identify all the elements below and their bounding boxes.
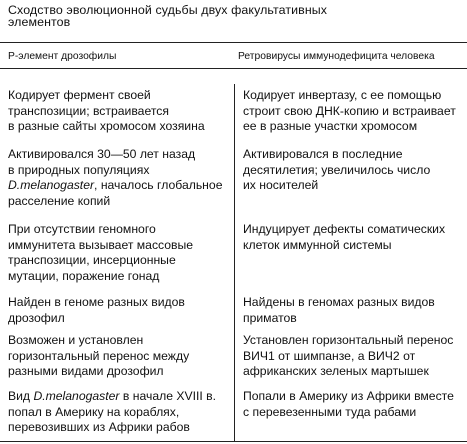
row-3-right-cell — [243, 222, 465, 253]
row-3-left-line-4: мутации, поражение гонад — [8, 268, 160, 283]
title-line-1: Сходство эволюционной судьбы двух факультативных — [8, 3, 328, 17]
row-1-right-line-1: Кодирует инвертазу, с ее помощью — [243, 88, 442, 102]
row-1-left-line-3: в разные сайты хромосом хозяина — [8, 119, 205, 133]
row-3-left-line-1: При отсутствии геномного — [8, 222, 156, 236]
row-2-right-cell — [243, 147, 465, 194]
row-6-left-line-1 — [8, 389, 230, 405]
row-5-right-line-2: ВИЧ1 от шимпанзе, а ВИЧ2 от — [243, 348, 416, 363]
row-5-left-line-2: горизонтальный перенос между — [8, 348, 190, 363]
column-header-retroviruses: Ретровирусы иммунодефицита человека — [238, 51, 435, 62]
row-3-left-line-3: транспозиции, инсерционные — [8, 253, 176, 267]
row-1-left-line-2: транспозиции; встраивается — [8, 103, 169, 118]
row-3-left-line-2: иммунитета вызывает массовые — [8, 237, 194, 252]
row-6-left-line-2: попал в Америку на кораблях, — [8, 404, 180, 419]
row-6-left-line-1-rest: в начале XVIII в. — [119, 389, 217, 403]
row-3-right-line-2: клеток иммунной системы — [243, 237, 392, 252]
row-4-right-line-1: Найдены в геномах разных видов — [243, 295, 435, 309]
column-divider — [234, 84, 235, 441]
header-rule — [0, 68, 467, 69]
row-1-right-line-3: ее в разные участки хромосом — [243, 119, 418, 133]
row-2-left-line-2: в природных популяциях — [8, 162, 150, 177]
species-name: D.melanogaster — [8, 178, 95, 192]
row-2-left-line-4: расселение копий — [8, 193, 111, 208]
row-5-left-line-1: Возможен и установлен — [8, 333, 144, 347]
row-4-right-line-2: приматов — [243, 310, 297, 325]
column-header-p-element: Р-элемент дрозофилы — [8, 51, 117, 62]
row-1-right-cell — [243, 88, 465, 135]
row-5-left-line-3: разными видами дрозофил — [8, 364, 164, 378]
row-4-right-cell — [243, 295, 465, 326]
row-4-left-line-2: дрозофил — [8, 310, 65, 325]
row-5-right-line-3: африканских зеленых мартышек — [243, 364, 429, 378]
row-1-right-line-2: строит свою ДНК-копию и встраивает — [243, 103, 456, 118]
row-2-right-line-3: их носителей — [243, 178, 319, 192]
row-2-left-line-1: Активировался 30—50 лет назад — [8, 147, 196, 161]
species-name: D.melanogaster — [33, 389, 120, 403]
row-2-right-line-1: Активировался в последние — [243, 147, 403, 161]
row-5-left-cell — [8, 333, 230, 380]
row-3-right-line-1: Индуцирует дефекты соматических — [243, 222, 446, 236]
row-2-right-line-2: десятилетия; увеличилось число — [243, 162, 431, 177]
row-6-left-cell — [8, 389, 230, 436]
row-2-left-line-3 — [8, 178, 230, 194]
row-6-right-line-2: с перевезенными туда рабами — [243, 404, 417, 419]
table-title — [8, 4, 448, 28]
title-line-2: элементов — [8, 15, 71, 29]
top-rule — [0, 42, 467, 43]
row-5-right-line-1: Установлен горизонтальный перенос — [243, 333, 454, 347]
row-3-left-cell — [8, 222, 230, 284]
row-6-left-line-1-pre: Вид — [8, 389, 34, 403]
row-6-right-cell — [243, 389, 465, 420]
row-1-left-cell — [8, 88, 230, 135]
row-6-right-line-1: Попали в Америку из Африки вместе — [243, 389, 454, 403]
row-1-left-line-1: Кодирует фермент своей — [8, 88, 151, 102]
row-4-left-cell — [8, 295, 230, 326]
bottom-rule — [0, 441, 467, 442]
row-2-left-line-3-rest: , началось глобальное — [94, 178, 223, 192]
row-4-left-line-1: Найден в геноме разных видов — [8, 295, 185, 309]
row-2-left-cell — [8, 147, 230, 209]
row-5-right-cell — [243, 333, 465, 380]
row-6-left-line-3: перевозивших из Африки рабов — [8, 420, 190, 434]
